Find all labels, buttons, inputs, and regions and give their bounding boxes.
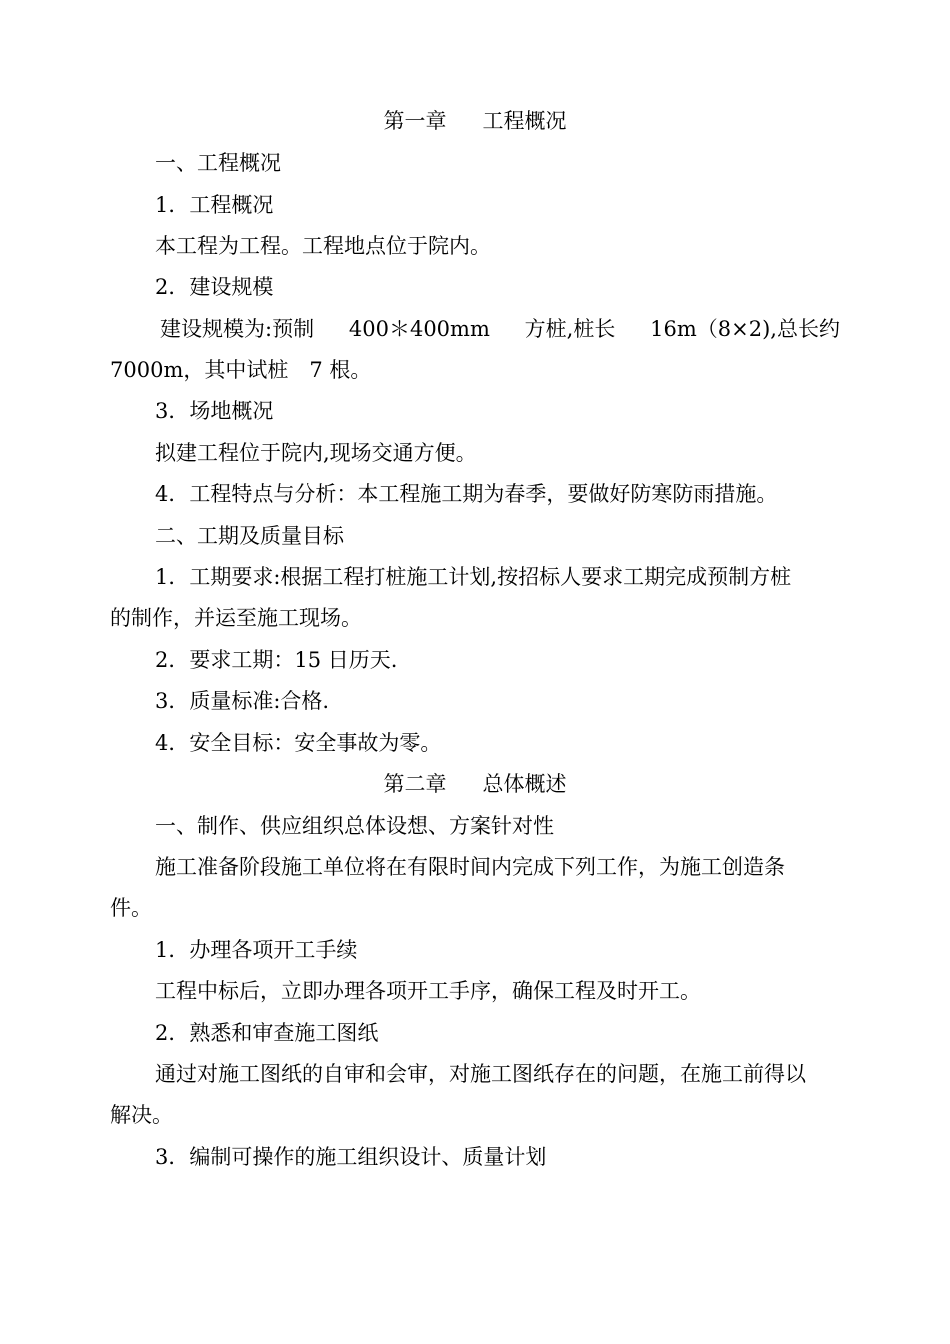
item-2-heading: 2．建设规模 — [155, 275, 274, 299]
item-1-heading: 1．工程概况 — [155, 193, 274, 217]
item-3-text: 拟建工程位于院内,现场交通方便。 — [155, 441, 477, 465]
chapter-2-title — [0, 769, 950, 799]
chapter-2-name: 总体概述 — [482, 772, 567, 796]
chapter-2-number: 第二章 — [383, 772, 447, 796]
item-2-text — [160, 314, 840, 344]
item-3-heading: 3．场地概况 — [155, 399, 274, 423]
item-1-text: 本工程为工程。工程地点位于院内。 — [155, 234, 491, 258]
preparation-intro-text: 施工准备阶段施工单位将在有限时间内完成下列工作，为施工创造条 — [155, 855, 785, 879]
schedule-requirement-text: 1．工期要求:根据工程打桩施工计划,按招标人要求工期完成预制方桩 — [155, 565, 792, 589]
item-4-text: 4．工程特点与分析：本工程施工期为春季，要做好防寒防雨措施。 — [155, 482, 778, 506]
required-duration-text: 2．要求工期：15 日历天. — [155, 648, 398, 672]
prep-item-2-text: 通过对施工图纸的自审和会审，对施工图纸存在的问题，在施工前得以 — [155, 1062, 806, 1086]
preparation-intro-continued: 件。 — [110, 896, 152, 920]
item-2-text-part-2: 400＊400mm — [348, 317, 490, 341]
chapter-1-number: 第一章 — [383, 109, 447, 133]
prep-item-2-heading: 2．熟悉和审查施工图纸 — [155, 1021, 379, 1045]
section-2-heading: 二、工期及质量目标 — [155, 524, 344, 548]
prep-item-1-heading: 1．办理各项开工手续 — [155, 938, 358, 962]
item-2-text-continued: 7000m，其中试桩 7 根。 — [110, 358, 372, 382]
item-2-text-part-1: 建设规模为:预制 — [160, 317, 315, 341]
section-3-heading: 一、制作、供应组织总体设想、方案针对性 — [155, 814, 554, 838]
item-2-text-part-3: 方桩,桩长 — [524, 317, 616, 341]
section-1-heading: 一、工程概况 — [155, 151, 281, 175]
schedule-requirement-continued: 的制作，并运至施工现场。 — [110, 606, 362, 630]
prep-item-3-heading: 3．编制可操作的施工组织设计、质量计划 — [155, 1145, 547, 1169]
quality-standard-text: 3．质量标准:合格. — [155, 689, 330, 713]
prep-item-1-text: 工程中标后，立即办理各项开工手序，确保工程及时开工。 — [155, 979, 701, 1003]
chapter-1-name: 工程概况 — [482, 109, 567, 133]
item-2-text-part-4: 16m（8×2),总长约 — [650, 317, 840, 341]
safety-target-text: 4．安全目标：安全事故为零。 — [155, 731, 442, 755]
prep-item-2-continued: 解决。 — [110, 1103, 173, 1127]
chapter-1-title — [0, 106, 950, 136]
